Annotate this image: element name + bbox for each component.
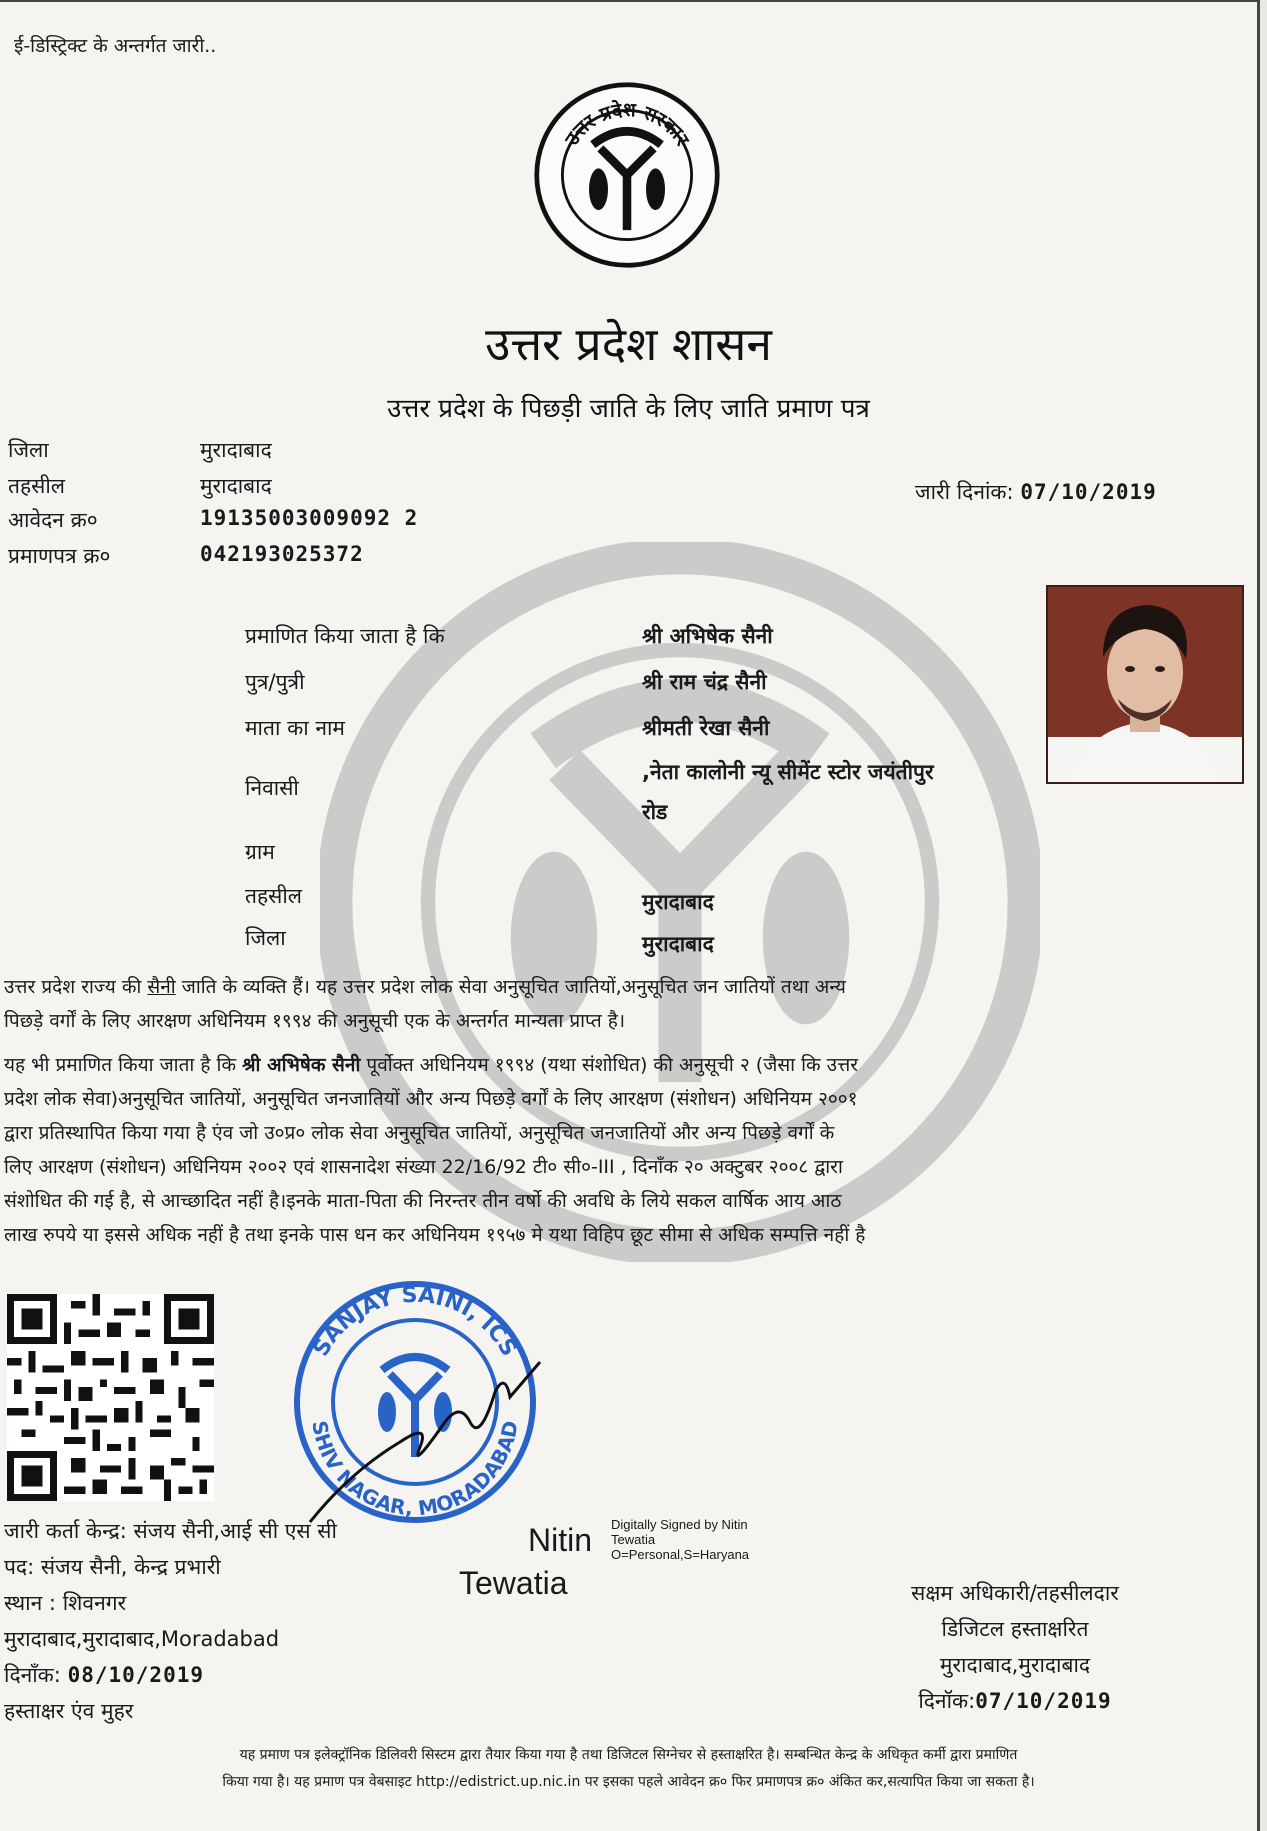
issuer-place: स्थान : शिवनगर xyxy=(4,1591,127,1615)
p2-applicant-name: श्री अभिषेक सैनी xyxy=(242,1054,361,1076)
certificate-no-label: प्रमाणपत्र क्र० xyxy=(8,544,111,568)
application-no-value: 19135003009092 2 xyxy=(200,506,419,530)
person-tehsil-value: मुरादाबाद xyxy=(642,890,714,914)
applicant-photo xyxy=(1046,585,1244,784)
footer-note xyxy=(0,1742,1257,1796)
p1-line-2: पिछड़े वर्गों के लिए आरक्षण अधिनियम १९९४ की अनुसूची एक के अन्तर्गत मान्यता प्राप्त है। xyxy=(4,1010,626,1032)
tehsil-value: मुरादाबाद xyxy=(200,474,272,498)
applicant-name: श्री अभिषेक सैनी xyxy=(642,624,773,648)
mother-label: माता का नाम xyxy=(245,716,345,740)
svg-text:SANJAY SAINI, ICS: SANJAY SAINI, ICS xyxy=(308,1282,522,1361)
issue-date-value: 07/10/2019 xyxy=(1020,480,1157,504)
resident-label: निवासी xyxy=(245,776,299,800)
p1-text-b: जाति के व्यक्ति हैं। यह उत्तर प्रदेश लोक सेवा अनुसूचित जातियों,अनुसूचित जन जातियों तथा अन्य xyxy=(175,976,846,998)
village-label: ग्राम xyxy=(245,840,275,864)
father-name: श्री राम चंद्र सैनी xyxy=(642,670,767,694)
digital-sig-signed-by-2: Tewatia xyxy=(611,1532,656,1547)
issued-under-text: ई-डिस्ट्रिक्ट के अन्तर्गत जारी.. xyxy=(14,35,217,57)
caste-paragraph xyxy=(4,970,1254,1038)
government-title: उत्तर प्रदेश शासन xyxy=(485,317,772,371)
address-line-1: ,नेता कालोनी न्यू सीमेंट स्टोर जयंतीपुर xyxy=(642,760,934,784)
authority-title: सक्षम अधिकारी/तहसीलदार xyxy=(911,1581,1119,1605)
p2-line-3: द्वारा प्रतिस्थापित किया गया है एंव जो उ०प्र० लोक सेवा अनुसूचित जातियों, अनुसूचित जनजातियों और अन्य पिछड़े वर्गों के xyxy=(4,1122,835,1144)
authority-date-label: दिनॉक: xyxy=(918,1689,976,1713)
certificate-no-value: 042193025372 xyxy=(200,542,364,566)
p1-text-a: उत्तर प्रदेश राज्य की xyxy=(4,976,148,998)
sign-and-seal-label: हस्ताक्षर एंव मुहर xyxy=(4,1699,134,1723)
authority-location: मुरादाबाद,मुरादाबाद xyxy=(939,1653,1091,1677)
digital-sig-details xyxy=(611,1517,749,1562)
p2-line-5: संशोधित की गई है, से आच्छादित नहीं है।इनके माता-पिता की निरन्तर तीन वर्षो की अवधि के लिये सकल वार्षिक आय आठ xyxy=(4,1190,842,1212)
tehsil-label: तहसील xyxy=(8,474,65,498)
certify-label: प्रमाणित किया जाता है कि xyxy=(245,624,445,648)
district-value: मुरादाबाद xyxy=(200,438,272,462)
official-seal-stamp xyxy=(290,1272,550,1532)
authority-digital-signed: डिजिटल हस्ताक्षरित xyxy=(941,1617,1089,1641)
issuer-date xyxy=(4,1661,204,1689)
exclusion-paragraph xyxy=(4,1048,1254,1252)
digital-sig-org: O=Personal,S=Haryana xyxy=(611,1547,750,1562)
issuer-center: जारी कर्ता केन्द्र: संजय सैनी,आई सी एस सी xyxy=(4,1519,337,1543)
svg-text:SHIV NAGAR, MORADABAD: SHIV NAGAR, MORADABAD xyxy=(307,1418,523,1521)
issuer-date-label: दिनाँक: xyxy=(4,1663,61,1687)
issue-date xyxy=(915,478,1157,506)
p2-text-b: पूर्वोक्त अधिनियम १९९४ (यथा संशोधित) की अनुसूची २ (जैसा कि उत्तर xyxy=(360,1054,858,1076)
person-district-label: जिला xyxy=(245,926,286,950)
authority-date xyxy=(850,1687,1180,1715)
person-tehsil-label: तहसील xyxy=(245,884,302,908)
qr-code[interactable] xyxy=(7,1294,214,1501)
district-label: जिला xyxy=(8,438,49,462)
address-line-2: रोड xyxy=(642,800,668,824)
person-district-value: मुरादाबाद xyxy=(642,932,714,956)
footer-line-2: किया गया है। यह प्रमाण पत्र वेबसाइट http://edistrict.up.nic.in पर इसका पहले आवेदन क्र० फिर प्रमाणपत्र क्र० अंकित कर,सत्यापित किया जा सकता है। xyxy=(222,1774,1035,1790)
child-of-label: पुत्र/पुत्री xyxy=(245,670,305,694)
issuer-location: मुरादाबाद,मुरादाबाद,Moradabad xyxy=(4,1627,280,1651)
digital-sig-name-last: Tewatia xyxy=(459,1565,568,1601)
p2-line-2: प्रदेश लोक सेवा)अनुसूचित जातियों, अनुसूचित जनजातियों और अन्य पिछड़े वर्गों के लिए आरक्षण (संशोधन) अधिनियम २००१ xyxy=(4,1088,858,1110)
certificate-title: उत्तर प्रदेश के पिछड़ी जाति के लिए जाति प्रमाण पत्र xyxy=(387,394,870,424)
authority-date-value: 07/10/2019 xyxy=(975,1689,1112,1713)
application-no-label: आवेदन क्र० xyxy=(8,508,98,532)
issue-date-label: जारी दिनांक: xyxy=(915,480,1014,504)
digital-sig-signed-by-1: Digitally Signed by Nitin xyxy=(611,1517,748,1532)
p2-text-a: यह भी प्रमाणित किया जाता है कि xyxy=(4,1054,243,1076)
p2-line-6: लाख रुपये या इससे अधिक नहीं है तथा इनके पास धन कर अधिनियम १९५७ मे यथा विहिप छूट सीमा से अधिक सम्पत्ति नहीं है xyxy=(4,1224,866,1246)
mother-name: श्रीमती रेखा सैनी xyxy=(642,716,770,740)
issuer-post: पद: संजय सैनी, केन्द्र प्रभारी xyxy=(4,1555,221,1579)
caste-name: सैनी xyxy=(147,976,176,998)
issuer-date-value: 08/10/2019 xyxy=(67,1663,205,1687)
svg-text:उत्तर प्रदेश सरकार: उत्तर प्रदेश सरकार xyxy=(560,98,694,150)
digital-sig-name-first: Nitin xyxy=(528,1522,593,1558)
footer-line-1: यह प्रमाण पत्र इलेक्ट्रॉनिक डिलिवरी सिस्टम द्वारा तैयार किया गया है तथा डिजिटल सिग्नेचर से हस्ताक्षरित है। सम्बन्धित केन्द्र के अधिकृत कर्मी द्वारा प्रमाणित xyxy=(239,1747,1018,1763)
up-government-emblem xyxy=(532,80,722,270)
p2-line-4: लिए आरक्षण (संशोधन) अधिनियम २००२ एवं शासनादेश संख्या 22/16/92 टी० सी०-III , दिनाँक २० अक्टुबर २००८ द्वारा xyxy=(4,1156,843,1178)
